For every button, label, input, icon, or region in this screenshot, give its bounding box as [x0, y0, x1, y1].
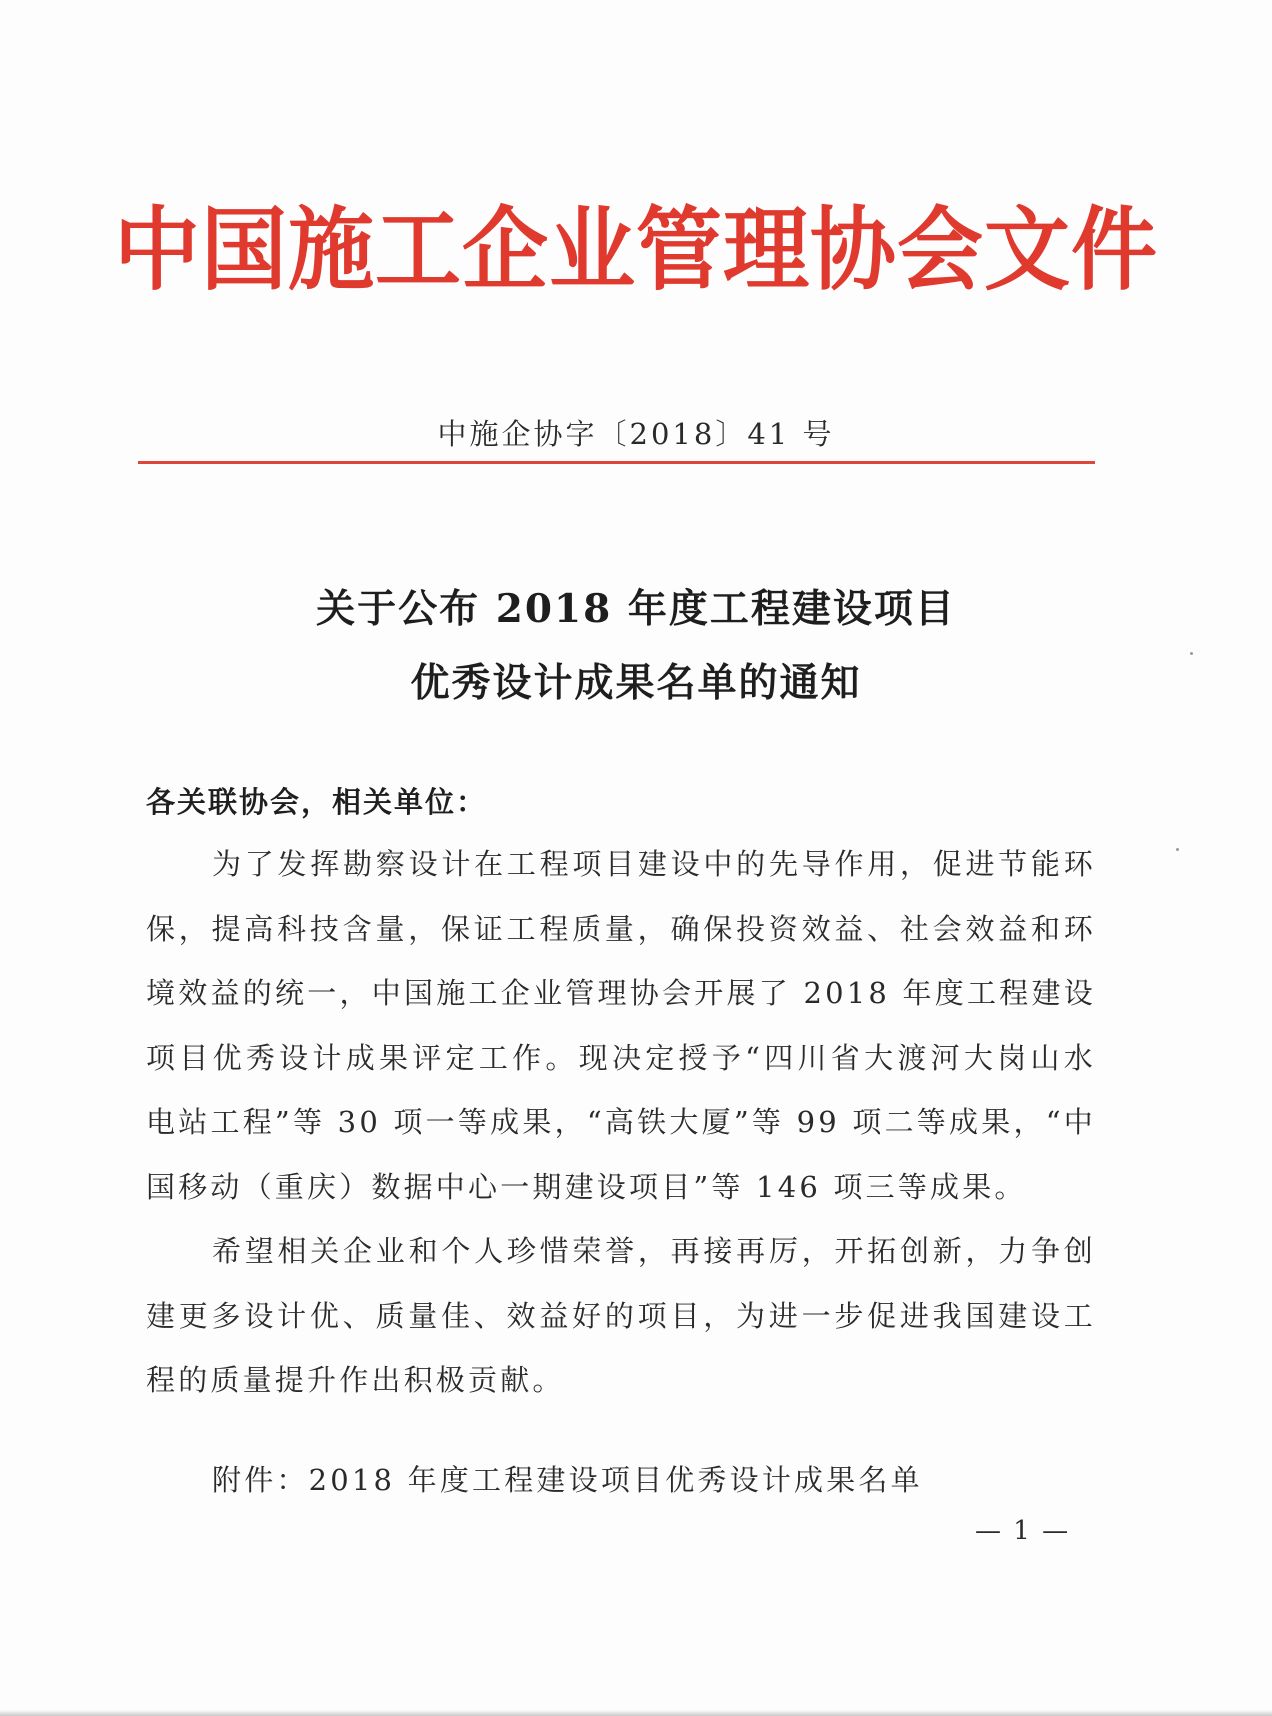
org-document-header: 中国施工企业管理协会文件	[114, 196, 1158, 303]
attachment-line: 附件：2018 年度工程建设项目优秀设计成果名单	[212, 1463, 923, 1497]
red-divider-line	[138, 461, 1095, 464]
notice-title-line-2: 优秀设计成果名单的通知	[410, 660, 862, 706]
body-paragraph-1: 为了发挥勘察设计在工程项目建设中的先导作用，促进节能环保，提高科技含量，保证工程质量，确保投资效益、社会效益和环境效益的统一，中国施工企业管理协会开展了 2018 年度工程建设项目优秀设计成果评定工作。现决定授予“四川省大渡河大岗山水电站工程”等 30 项一等成果，“高铁大厦”等 99 项二等成果，“中国移动（重庆）数据中心一期建设项目”等 146 项三等成果。	[146, 847, 1096, 1204]
document-number: 中施企协字〔2018〕41 号	[437, 417, 835, 451]
scan-speck	[1190, 652, 1193, 655]
scan-bottom-edge	[0, 1710, 1272, 1716]
salutation: 各关联协会，相关单位：	[146, 785, 488, 819]
body-paragraph-2: 希望相关企业和个人珍惜荣誉，再接再厉，开拓创新，力争创建更多设计优、质量佳、效益好的项目，为进一步促进我国建设工程的质量提升作出积极贡献。	[146, 1234, 1096, 1397]
page-number: — 1 —	[975, 1516, 1071, 1546]
notice-title-line-1: 关于公布 2018 年度工程建设项目	[316, 586, 956, 632]
scan-speck	[1176, 848, 1179, 851]
